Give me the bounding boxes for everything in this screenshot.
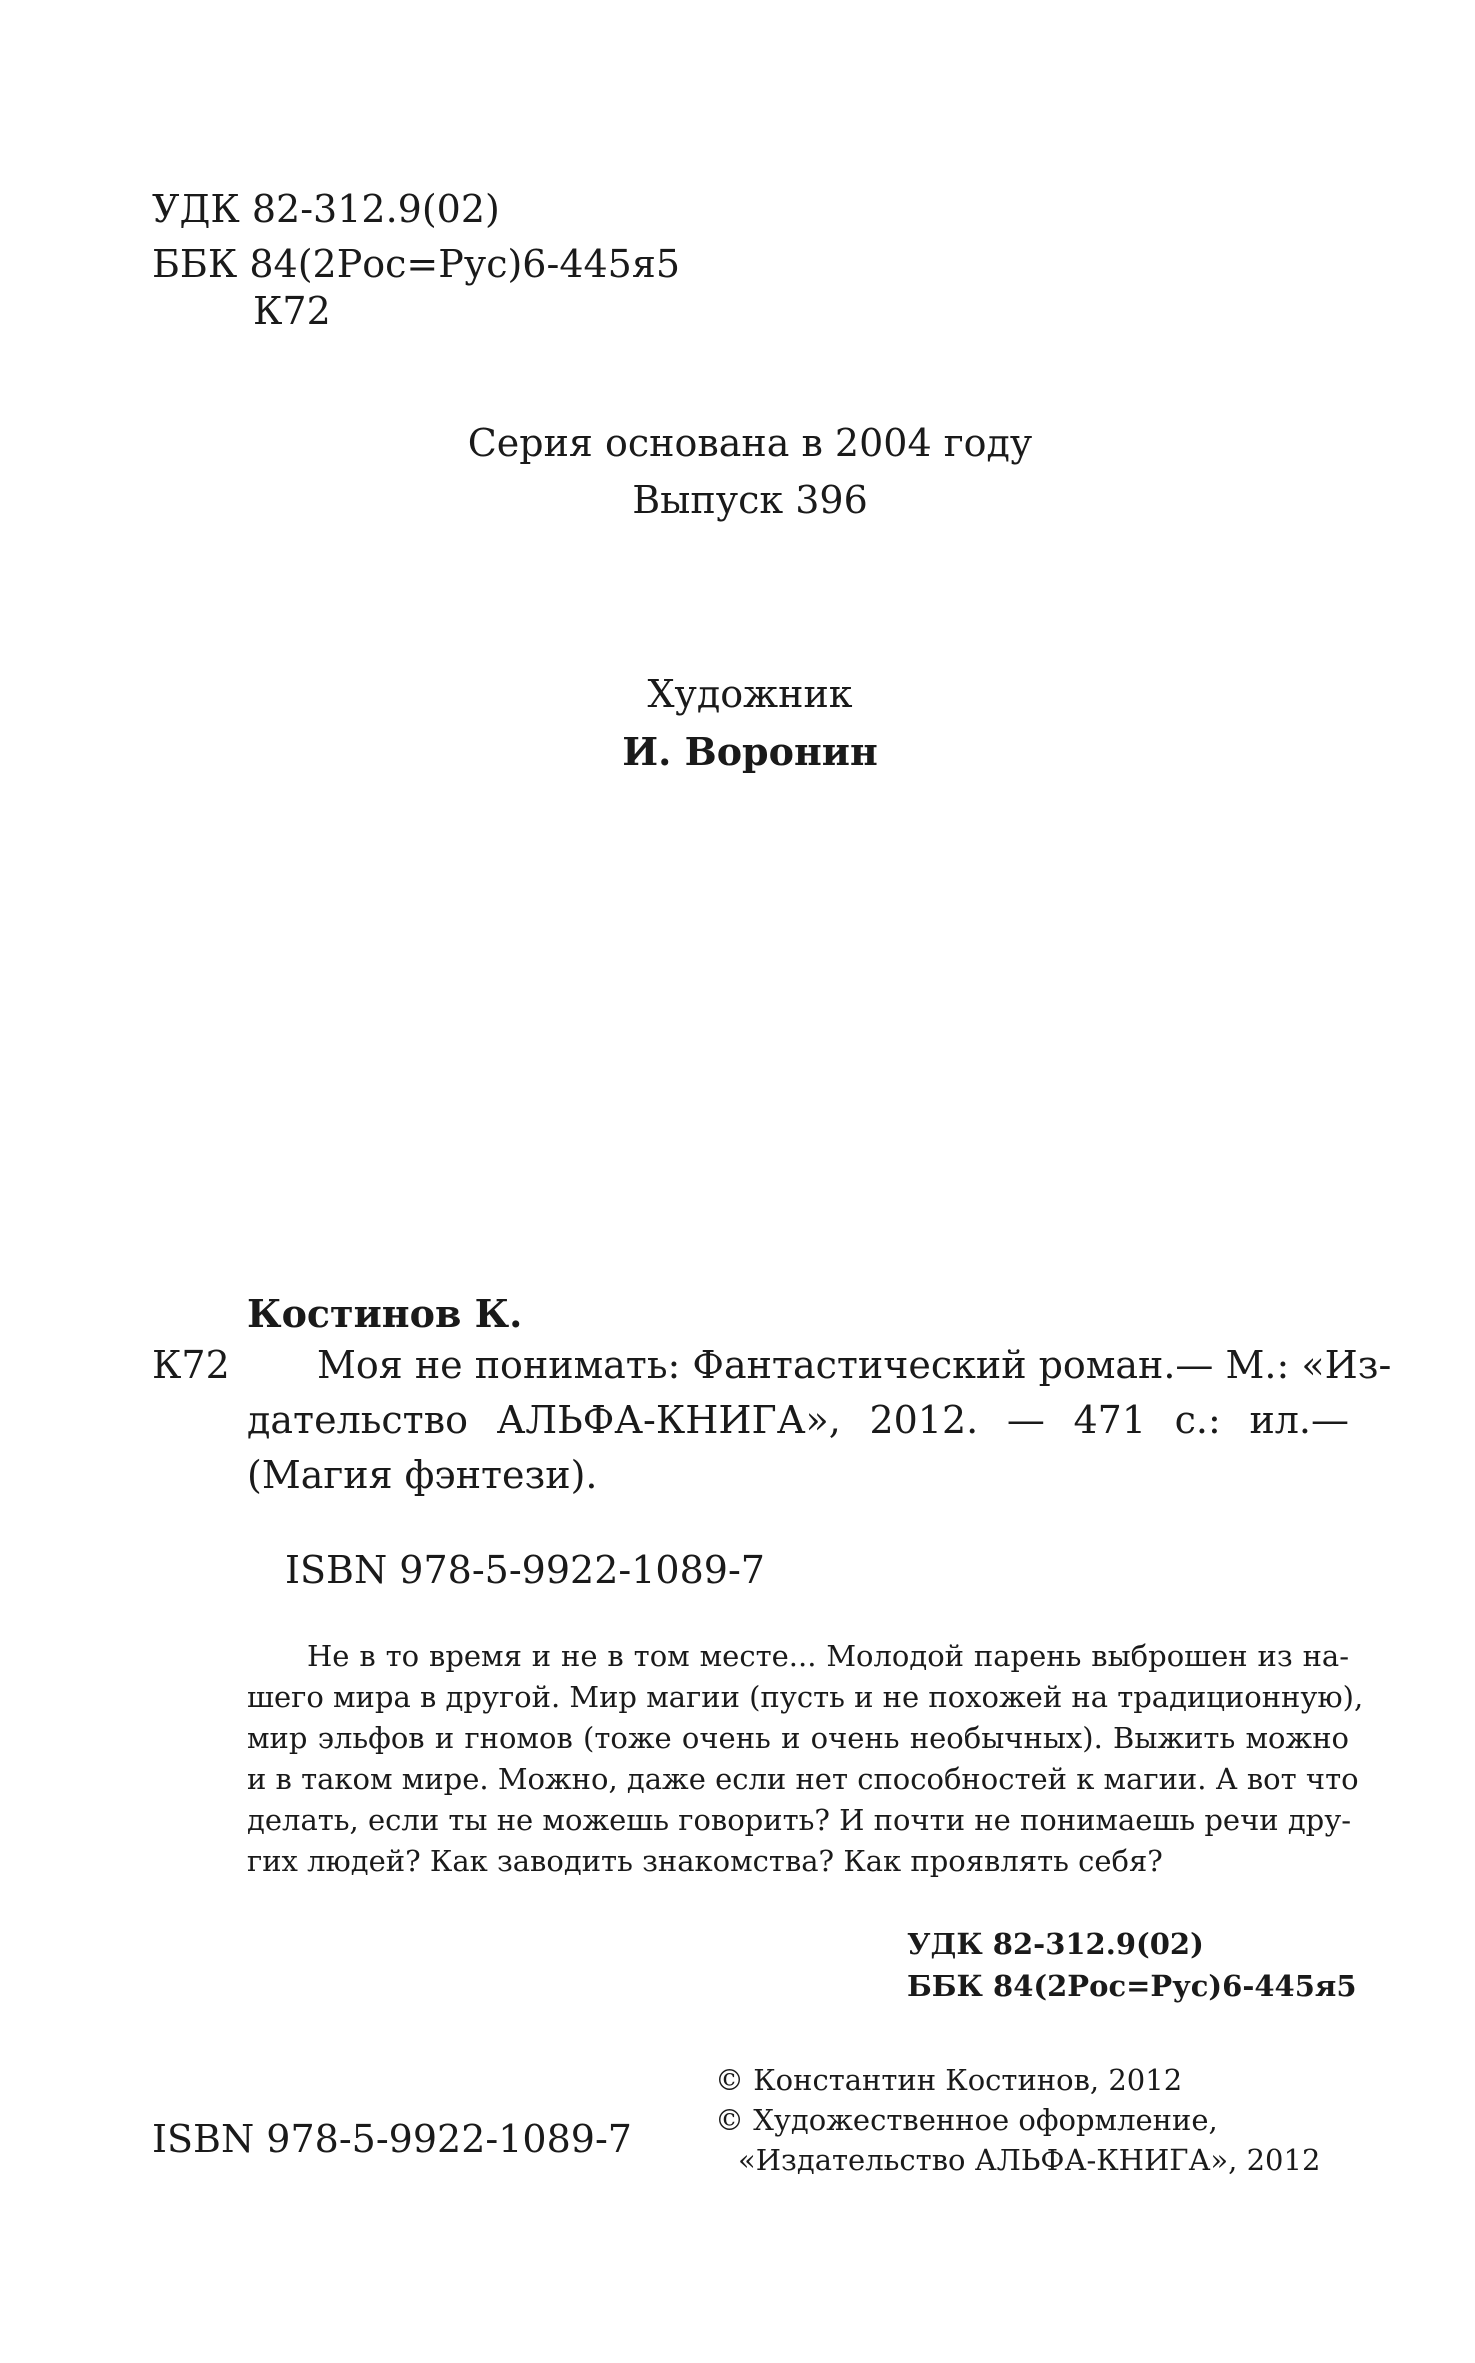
bib-line-2: дательство АЛЬФА-КНИГА», 2012. — 471 с.: ил.— bbox=[247, 1398, 1349, 1442]
bib-line-3: (Магия фэнтези). bbox=[247, 1453, 598, 1497]
udk-code-bottom: УДК 82-312.9(02) bbox=[907, 1927, 1204, 1961]
series-issue: Выпуск 396 bbox=[632, 478, 868, 522]
bib-description bbox=[247, 1338, 1392, 1503]
annotation-line-1: Не в то время и не в том месте... Молодой парень выброшен из на- bbox=[307, 1639, 1349, 1673]
udk-code-top: УДК 82-312.9(02) bbox=[152, 187, 500, 231]
bib-author-mark: К72 bbox=[152, 1343, 230, 1387]
bib-author: Костинов К. bbox=[247, 1291, 523, 1336]
artist-name: И. Воронин bbox=[622, 729, 878, 774]
bbk-code-top: ББК 84(2Рос=Рус)6-445я5 bbox=[152, 242, 680, 286]
copyright-author: © Константин Костинов, 2012 bbox=[715, 2063, 1183, 2097]
bib-line-1: Моя не понимать: Фантастический роман.— М.: «Из- bbox=[317, 1343, 1392, 1387]
copyright-design: © Художественное оформление, bbox=[715, 2103, 1218, 2137]
annotation-line-5: делать, если ты не можешь говорить? И почти не понимаешь речи дру- bbox=[247, 1803, 1352, 1837]
bib-isbn: ISBN 978-5-9922-1089-7 bbox=[285, 1548, 765, 1592]
footer-isbn: ISBN 978-5-9922-1089-7 bbox=[152, 2117, 632, 2161]
artist-role: Художник bbox=[647, 672, 853, 716]
annotation-line-2: шего мира в другой. Мир магии (пусть и не похожей на традиционную), bbox=[247, 1680, 1364, 1714]
series-founded: Серия основана в 2004 году bbox=[467, 421, 1033, 465]
annotation-line-6: гих людей? Как заводить знакомства? Как проявлять себя? bbox=[247, 1844, 1163, 1878]
copyright-publisher: «Издательство АЛЬФА-КНИГА», 2012 bbox=[738, 2143, 1321, 2177]
annotation-line-4: и в таком мире. Можно, даже если нет способностей к магии. А вот что bbox=[247, 1762, 1359, 1796]
annotation-line-3: мир эльфов и гномов (тоже очень и очень необычных). Выжить можно bbox=[247, 1721, 1349, 1755]
author-mark-top: К72 bbox=[253, 289, 331, 333]
bbk-code-bottom: ББК 84(2Рос=Рус)6-445я5 bbox=[907, 1969, 1357, 2003]
annotation bbox=[247, 1636, 1364, 1882]
